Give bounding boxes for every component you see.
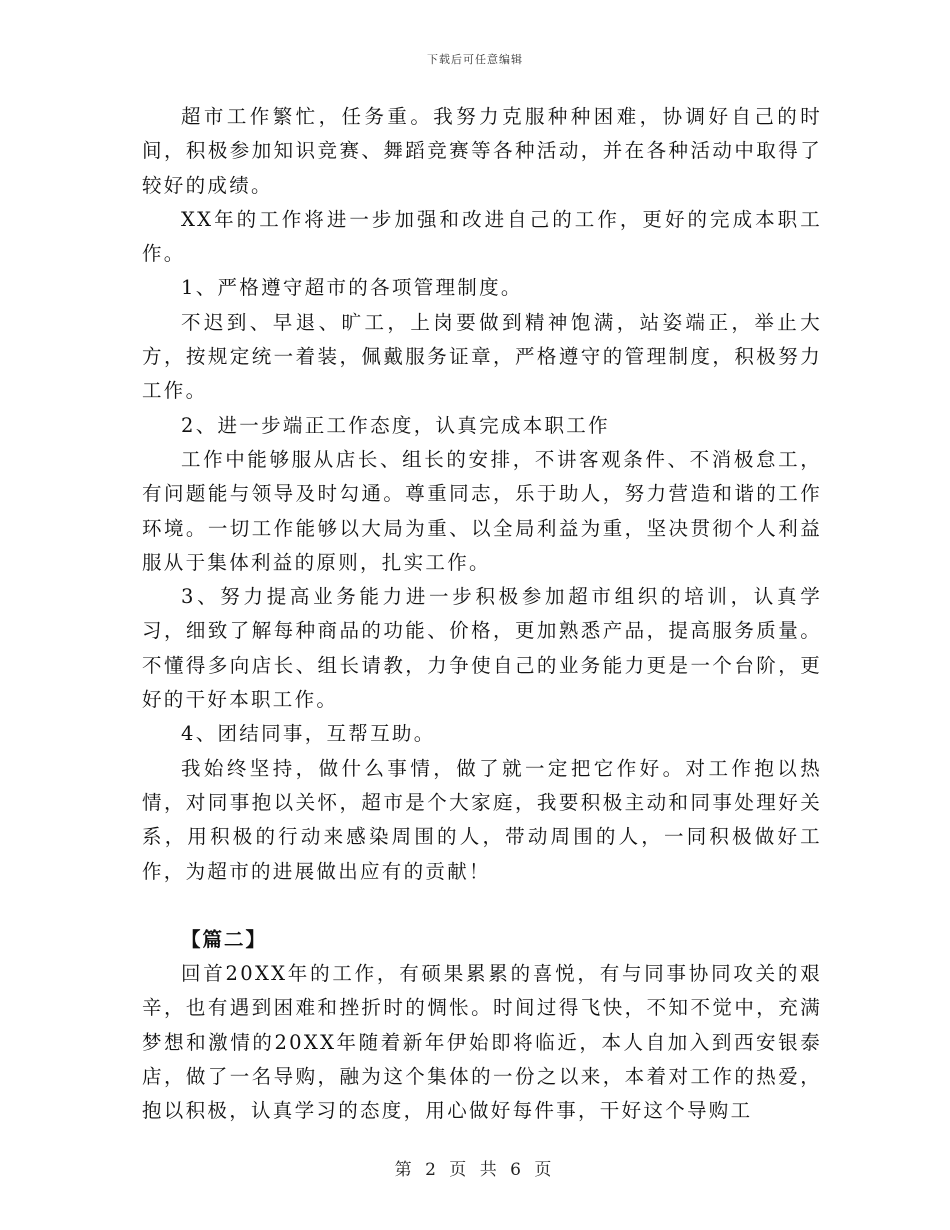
body-paragraph: 2、进一步端正工作态度，认真完成本职工作 bbox=[181, 413, 610, 437]
section-heading: 【篇二】 bbox=[181, 927, 268, 951]
document-body bbox=[142, 100, 822, 1129]
page-header-note: 下载后可任意编辑 bbox=[427, 53, 523, 66]
page-number: 第 2 页 共 6 页 bbox=[394, 1160, 556, 1180]
body-paragraph: 不迟到、早退、旷工，上岗要做到精神饱满，站姿端正，举止大方，按规定统一着装，佩戴服务证章，严格遵守的管理制度，积极努力工作。 bbox=[142, 310, 822, 403]
body-paragraph: 1、严格遵守超市的各项管理制度。 bbox=[181, 276, 523, 300]
body-paragraph: 回首20XX年的工作，有硕果累累的喜悦，有与同事协同攻关的艰辛，也有遇到困难和挫折时的惆怅。时间过得飞快，不知不觉中，充满梦想和激情的20XX年随着新年伊始即将临近，本人自加入到西安银泰店，做了一名导购，融为这个集体的一份之以来，本着对工作的热爱，抱以积极，认真学习的态度，用心做好每件事，干好这个导购工 bbox=[142, 962, 822, 1123]
body-paragraph: 4、团结同事，互帮互助。 bbox=[181, 722, 436, 746]
body-paragraph: 超市工作繁忙，任务重。我努力克服种种困难，协调好自己的时间，积极参加知识竞赛、舞蹈竞赛等各种活动，并在各种活动中取得了较好的成绩。 bbox=[142, 105, 822, 197]
body-paragraph: 3、努力提高业务能力进一步积极参加超市组织的培训，认真学习，细致了解每种商品的功能、价格，更加熟悉产品，提高服务质量。不懂得多向店长、组长请教，力争使自己的业务能力更是一个台阶，更好的干好本职工作。 bbox=[142, 585, 822, 712]
body-paragraph: 工作中能够服从店长、组长的安排，不讲客观条件、不消极怠工，有问题能与领导及时勾通。尊重同志，乐于助人，努力营造和谐的工作环境。一切工作能够以大局为重、以全局利益为重，坚决贯彻个人利益服从于集体利益的原则，扎实工作。 bbox=[142, 447, 822, 574]
body-paragraph: XX年的工作将进一步加强和改进自己的工作，更好的完成本职工作。 bbox=[142, 207, 822, 266]
body-paragraph: 我始终坚持，做什么事情，做了就一定把它作好。对工作抱以热情，对同事抱以关怀，超市是个大家庭，我要积极主动和同事处理好关系，用积极的行动来感染周围的人，带动周围的人，一同积极做好工作，为超市的进展做出应有的贡献！ bbox=[142, 756, 822, 883]
